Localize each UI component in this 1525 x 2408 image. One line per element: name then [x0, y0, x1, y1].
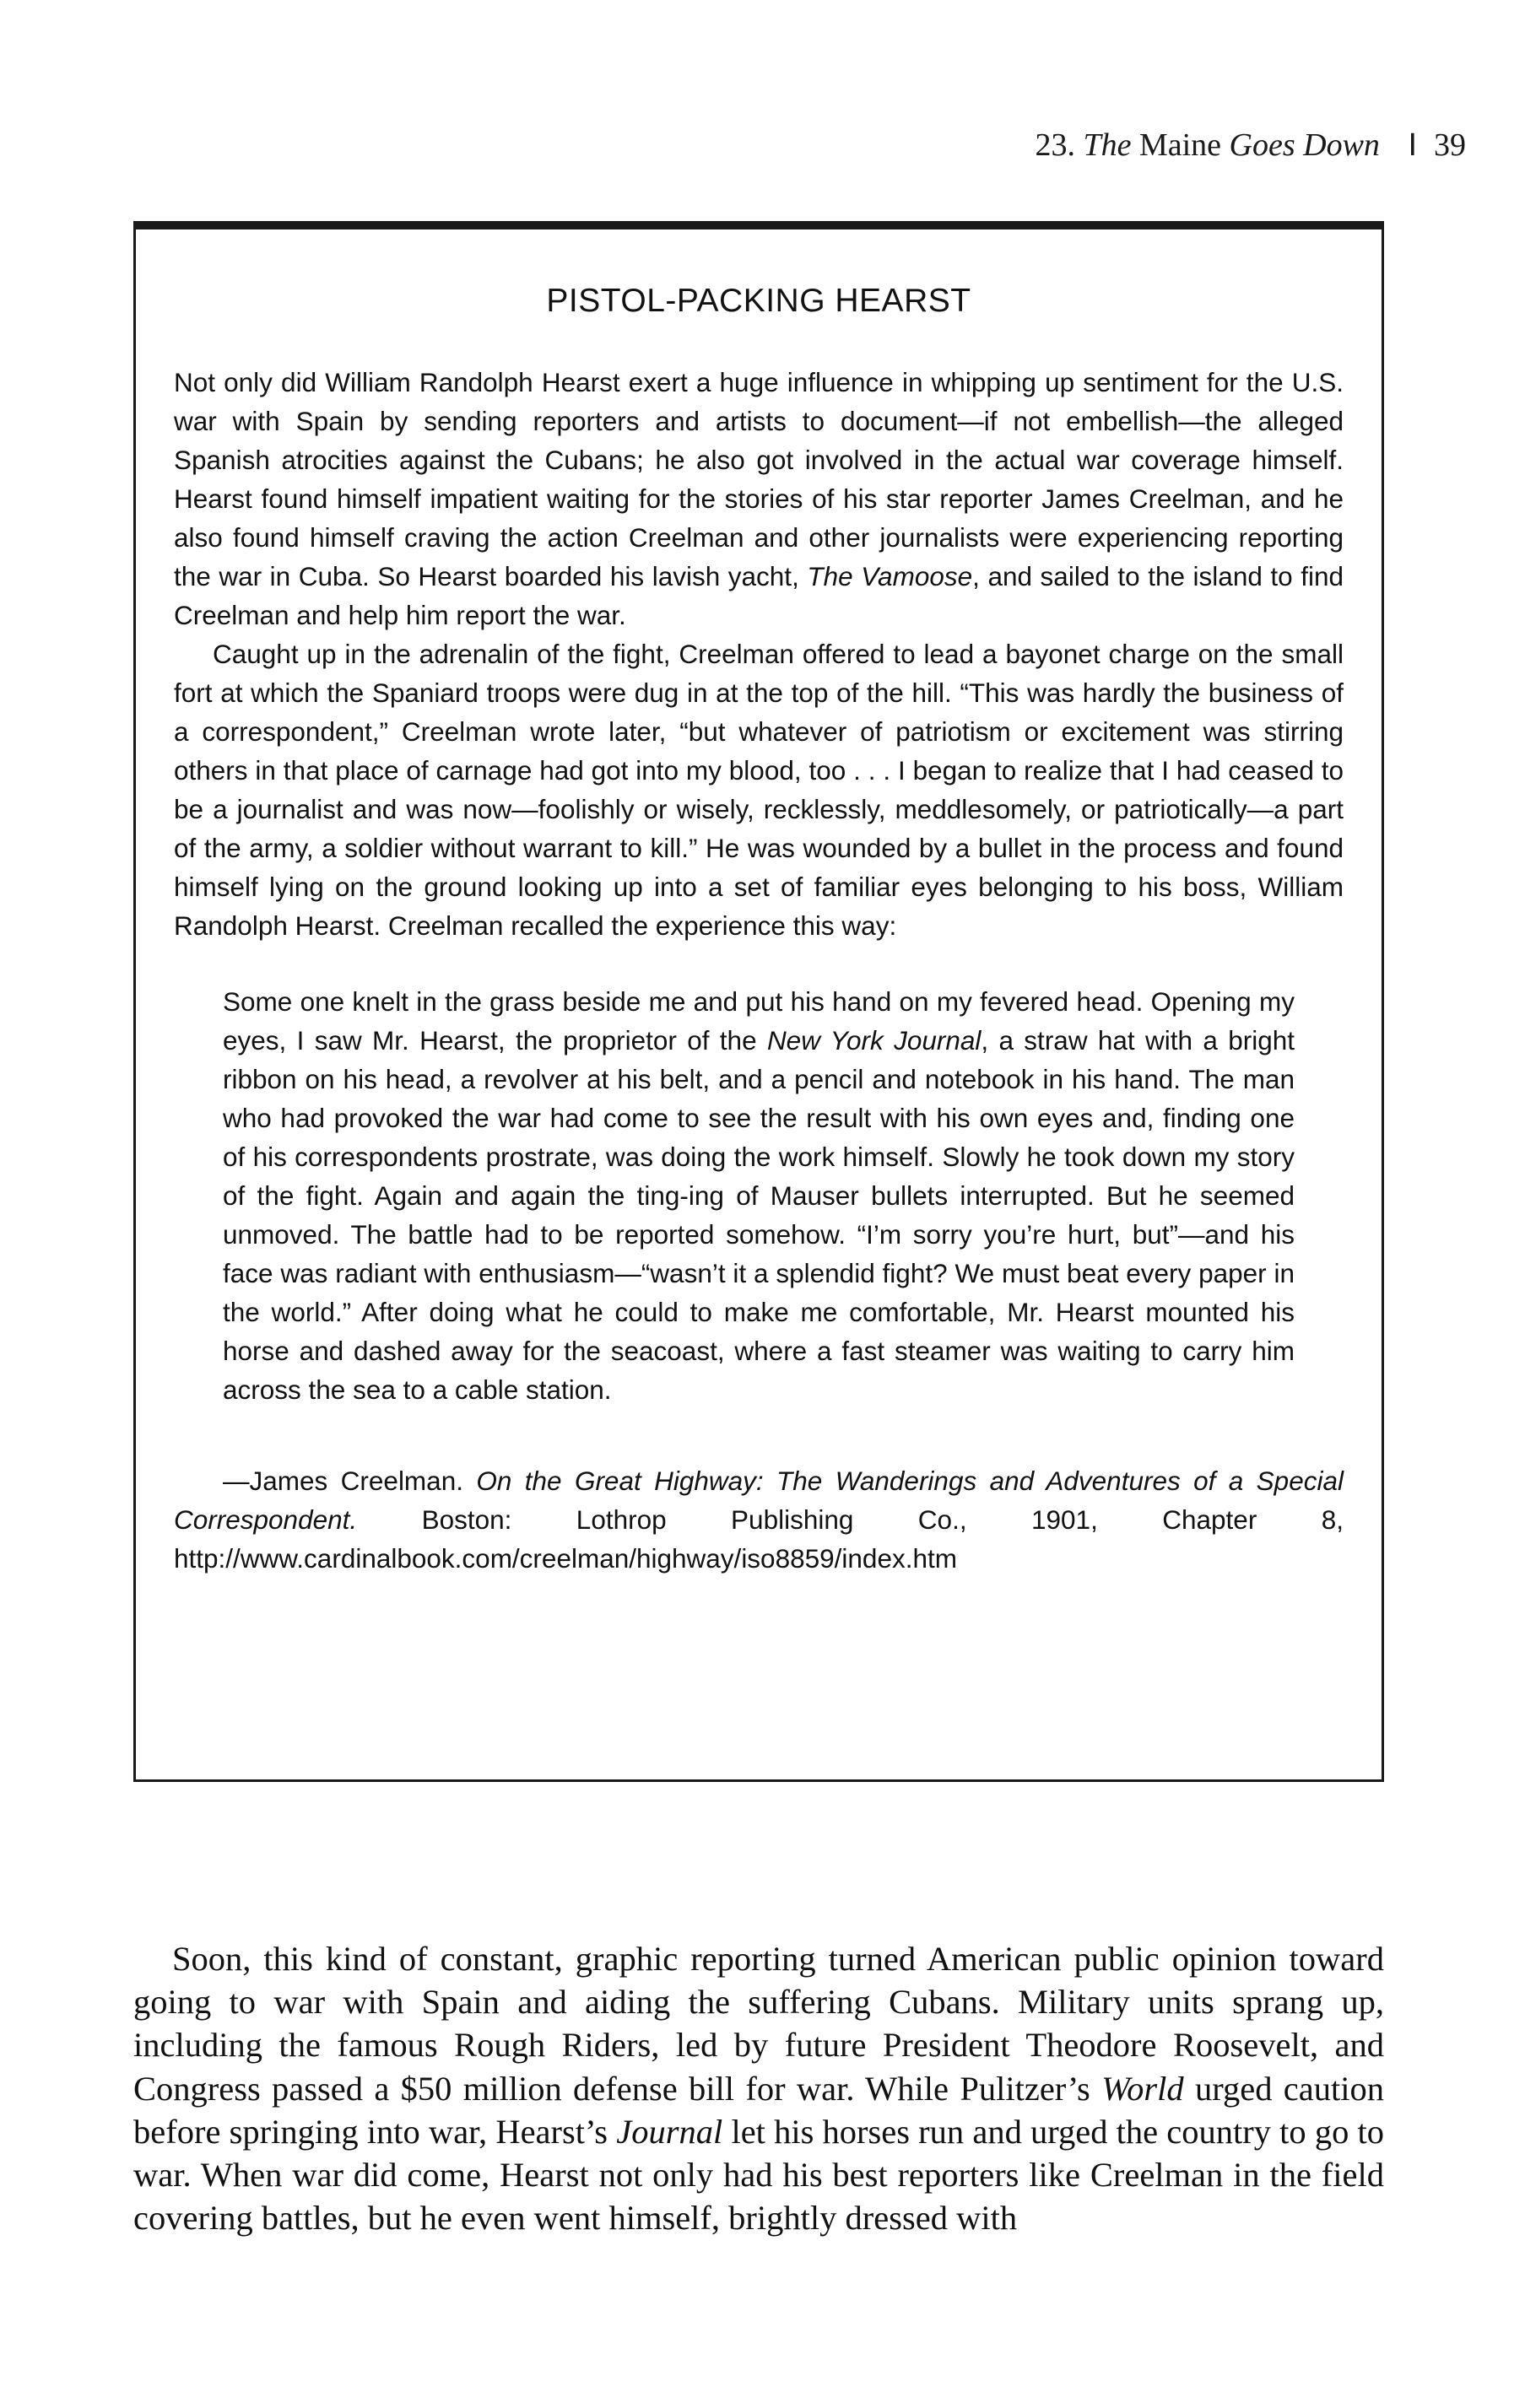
world-newspaper: World — [1101, 2069, 1184, 2108]
sidebar-content — [174, 229, 1344, 1578]
journal-newspaper: Journal — [616, 2112, 723, 2151]
body-paragraph — [133, 1937, 1384, 2239]
body-text — [133, 1937, 1384, 2239]
block-quote-text-b: , a straw hat with a bright ribbon on his head, a revolver at his belt, and a pencil and notebook in his hand. The man who had provoked the war had come to see the result with his own eyes and, finding one of his correspondents prostrate, was doing the work himself. Slowly he took down my story of the fight. Again and again the ting-ing of Mauser bullets interrupted. But he seemed unmoved. The battle had to be reported somehow. “I’m sorry you’re hurt, but”—and his face was radiant with enthusiasm—“wasn’t it a splendid fight? We must beat every paper in the world.” After doing what he could to make me comfortable, Mr. Hearst mounted his horse and dashed away for the seacoast, where a fast steamer was waiting to carry him across the sea to a cable station. — [223, 1025, 1295, 1405]
sidebar-paragraph-1 — [174, 363, 1344, 634]
header-separator: I — [1408, 127, 1417, 163]
chapter-title-rest: Goes Down — [1229, 127, 1380, 163]
newspaper-name: New York Journal — [766, 1025, 982, 1056]
sidebar-paragraph-2: Caught up in the adrenalin of the fight, Creelman offered to lead a bayonet charge on the small fort at which the Spaniard troops were dug in at the top of the hill. “This was hardly the business of a correspondent,” Creelman wrote later, “but whatever of patriotism or excitement was stirring others in that place of carnage had got into my blood, too . . . I began to realize that I had ceased to be a journalist and was now—foolishly or wisely, recklessly, meddlesomely, or patriotically—a part of the army, a soldier without warrant to kill.” He was wounded by a bullet in the process and found himself lying on the ground looking up into a set of familiar eyes belonging to his boss, William Randolph Hearst. Creelman recalled the experience this way: — [174, 639, 1344, 941]
block-quote-text-a: Some one knelt in the grass beside me and put his hand on my fevered head. Opening my eyes, I saw Mr. Hearst, the proprietor of the — [223, 986, 1295, 1056]
page-number: 39 — [1434, 127, 1466, 163]
citation-book-title: On the Great Highway: The Wanderings and Adventures of a Special Correspondent. — [174, 1466, 1344, 1535]
sidebar-box — [133, 221, 1384, 1782]
yacht-name: The Vamoose — [807, 561, 973, 591]
running-header — [1035, 127, 1466, 164]
chapter-title-maine: Maine — [1138, 127, 1222, 163]
sidebar-title: PISTOL-PACKING HEARST — [546, 283, 971, 319]
body-text-a: Soon, this kind of constant, graphic reporting turned American public opinion toward going to war with Spain and aiding the suffering Cubans. Military units sprang up, including the famous Rough Riders, led by future President Theodore Roosevelt, and Congress passed a $50 million defense bill for war. While Pulitzer’s — [133, 1940, 1384, 2108]
citation-author: —James Creelman. — [223, 1466, 463, 1496]
citation-details: Boston: Lothrop Publishing Co., 1901, Chapter 8, http://www.cardinalbook.com/creelman/highway/iso8859/index.htm — [174, 1504, 1344, 1574]
sidebar-paragraph-1-text-a: Not only did William Randolph Hearst exert a huge influence in whipping up sentiment for the U.S. war with Spain by sending reporters and artists to document—if not embellish—the alleged Spanish atrocities against the Cubans; he also got involved in the actual war coverage himself. Hearst found himself impatient waiting for the stories of his star reporter James Creelman, and he also found himself craving the action Creelman and other journalists were experiencing reporting the war in Cuba. So Hearst boarded his lavish yacht, — [174, 367, 1344, 591]
citation — [174, 1461, 1344, 1578]
block-quote — [223, 982, 1295, 1409]
chapter-number: 23. — [1035, 127, 1075, 163]
body-text-c: let his horses run and urged the country to go to war. When war did come, Hearst not only had his best reporters like Creelman in the field covering battles, but he even went himself, brightly dressed with — [133, 2112, 1385, 2238]
body-text-b: urged caution before springing into war, Hearst’s — [133, 2069, 1385, 2151]
sidebar-paragraph-1-text-b: , and sailed to the island to find Creelman and help him report the war. — [174, 561, 1344, 630]
chapter-title-the: The — [1083, 127, 1132, 163]
